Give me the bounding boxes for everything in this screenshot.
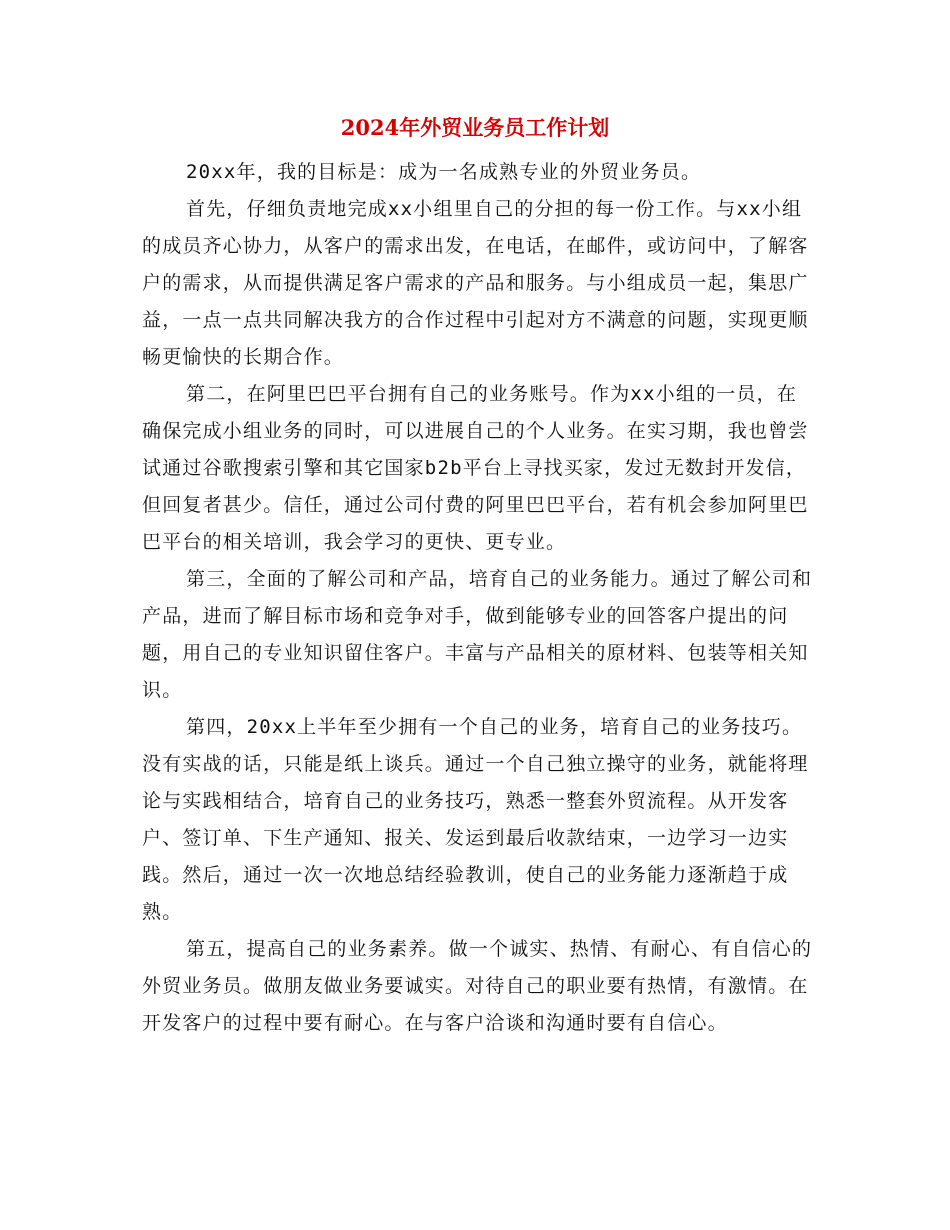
paragraph-second: 第二，在阿里巴巴平台拥有自己的业务账号。作为xx小组的一员，在确保完成小组业务的同时，可以进展自己的个人业务。在实习期，我也曾尝试通过谷歌搜索引擎和其它国家b2b平台上寻找买家，发过无数封开发信，但回复者甚少。信任，通过公司付费的阿里巴巴平台，若有机会参加阿里巴巴平台的相关培训，我会学习的更快、更专业。 [142,383,809,553]
paragraph-goal: 20xx年，我的目标是：成为一名成熟专业的外贸业务员。 [186,161,702,183]
document-body [142,154,814,1042]
paragraph-fifth: 第五，提高自己的业务素养。做一个诚实、热情、有耐心、有自信心的外贸业务员。做朋友做业务要诚实。对待自己的职业要有热情，有激情。在开发客户的过程中要有耐心。在与客户洽谈和沟通时要有自信心。 [142,938,813,1034]
paragraph-third: 第三，全面的了解公司和产品，培育自己的业务能力。通过了解公司和产品，进而了解目标市场和竞争对手，做到能够专业的回答客户提出的问题，用自己的专业知识留住客户。丰富与产品相关的原材料、包装等相关知识。 [142,568,813,701]
paragraph-first: 首先，仔细负责地完成xx小组里自己的分担的每一份工作。与xx小组的成员齐心协力，从客户的需求出发，在电话，在邮件，或访问中，了解客户的需求，从而提供满足客户需求的产品和服务。与小组成员一起，集思广益，一点一点共同解决我方的合作过程中引起对方不满意的问题，实现更顺畅更愉快的长期合作。 [142,198,809,368]
paragraph-fourth: 第四，20xx上半年至少拥有一个自己的业务，培育自己的业务技巧。没有实战的话，只能是纸上谈兵。通过一个自己独立操守的业务，就能将理论与实践相结合，培育自己的业务技巧，熟悉一整套外贸流程。从开发客户、签订单、下生产通知、报关、发运到最后收款结束，一边学习一边实践。然后，通过一次一次地总结经验教训，使自己的业务能力逐渐趋于成熟。 [142,716,809,923]
document-title: 2024年外贸业务员工作计划 [340,115,610,140]
